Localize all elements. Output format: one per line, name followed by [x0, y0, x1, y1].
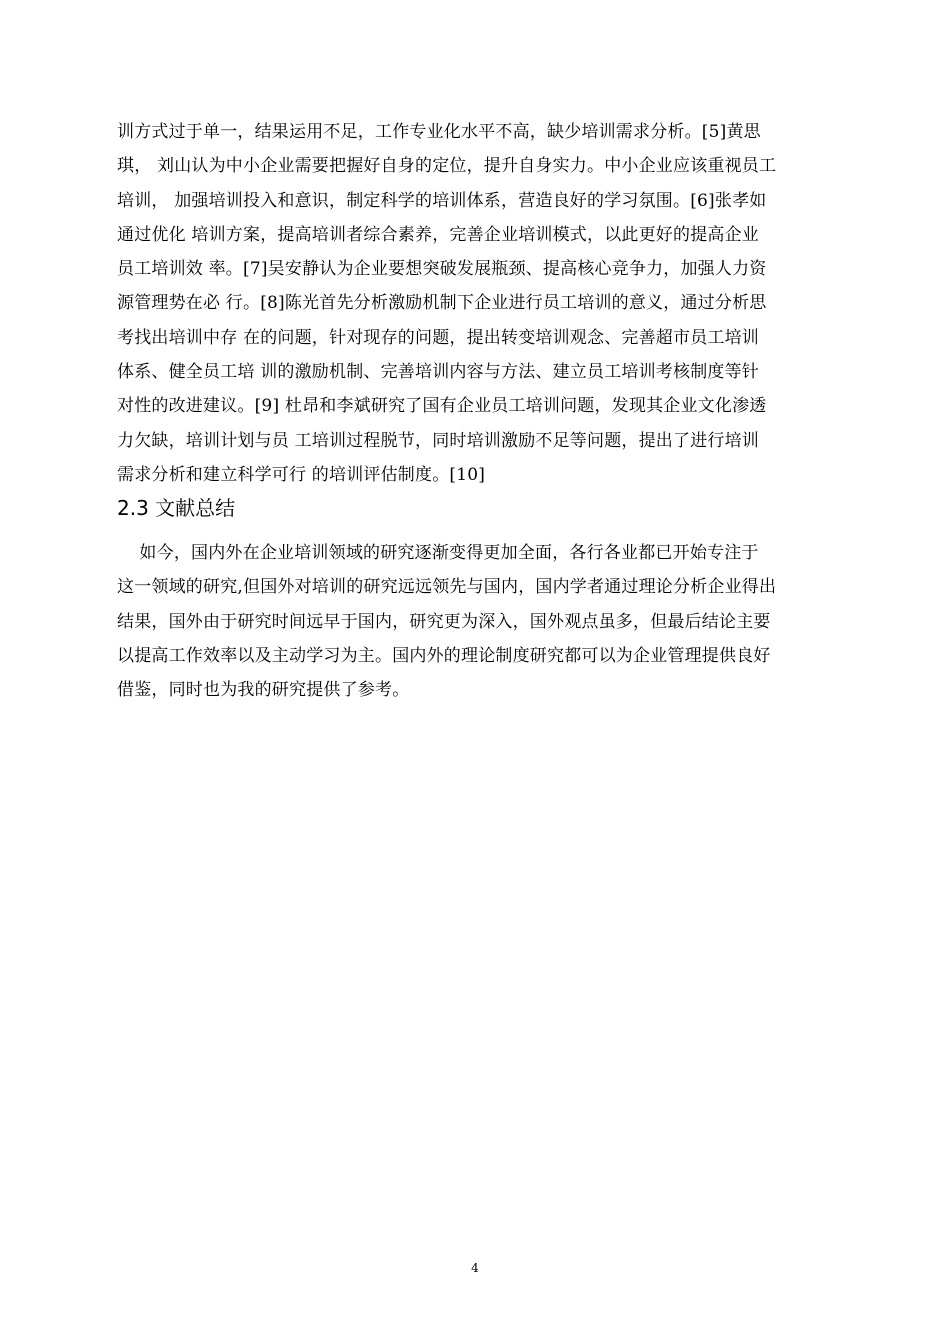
text-line: 员工培训效 率。[7]吴安静认为企业要想突破发展瓶颈、提高核心竞争力，加强人力资 — [117, 259, 767, 280]
text-line: 如今，国内外在企业培训领域的研究逐渐变得更加全面，各行各业都已开始专注于 — [117, 543, 759, 563]
text-line: 体系、健全员工培 训的激励机制、完善培训内容与方法、建立员工培训考核制度等针 — [117, 362, 760, 383]
text-line: 通过优化 培训方案，提高培训者综合素养，完善企业培训模式，以此更好的提高企业 — [117, 224, 760, 245]
text-line: 考找出培训中存 在的问题，针对现存的问题，提出转变培训观念、完善超市员工培训 — [117, 327, 760, 348]
body-paragraph — [117, 115, 862, 492]
text-line: 源管理势在必 行。[8]陈光首先分析激励机制下企业进行员工培训的意义，通过分析思 — [117, 293, 767, 314]
text-line: 借鉴，同时也为我的研究提供了参考。 — [117, 680, 410, 701]
summary-paragraph — [117, 536, 862, 707]
text-line: 需求分析和建立科学可行 的培训评估制度。[10] — [117, 464, 486, 485]
text-line: 这一领域的研究,但国外对培训的研究远远领先与国内，国内学者通过理论分析企业得出 — [117, 577, 777, 598]
text-line: 对性的改进建议。[9] 杜昂和李斌研究了国有企业员工培训问题，发现其企业文化渗透 — [117, 396, 767, 417]
text-line: 结果，国外由于研究时间远早于国内，研究更为深入，国外观点虽多，但最后结论主要 — [117, 611, 771, 632]
text-line: 以提高工作效率以及主动学习为主。国内外的理论制度研究都可以为企业管理提供良好 — [117, 645, 771, 666]
text-line: 培训， 加强培训投入和意识，制定科学的培训体系，营造良好的学习氛围。[6]张孝如 — [117, 190, 767, 211]
text-line: 琪， 刘山认为中小企业需要把握好自身的定位，提升自身实力。中小企业应该重视员工 — [117, 156, 777, 177]
text-line: 力欠缺，培训计划与员 工培训过程脱节，同时培训激励不足等问题，提出了进行培训 — [117, 430, 760, 451]
page-number: 4 — [471, 1261, 479, 1275]
section-heading: 2.3 文献总结 — [117, 496, 236, 520]
text-line: 训方式过于单一，结果运用不足，工作专业化水平不高，缺少培训需求分析。[5]黄思 — [117, 122, 761, 142]
